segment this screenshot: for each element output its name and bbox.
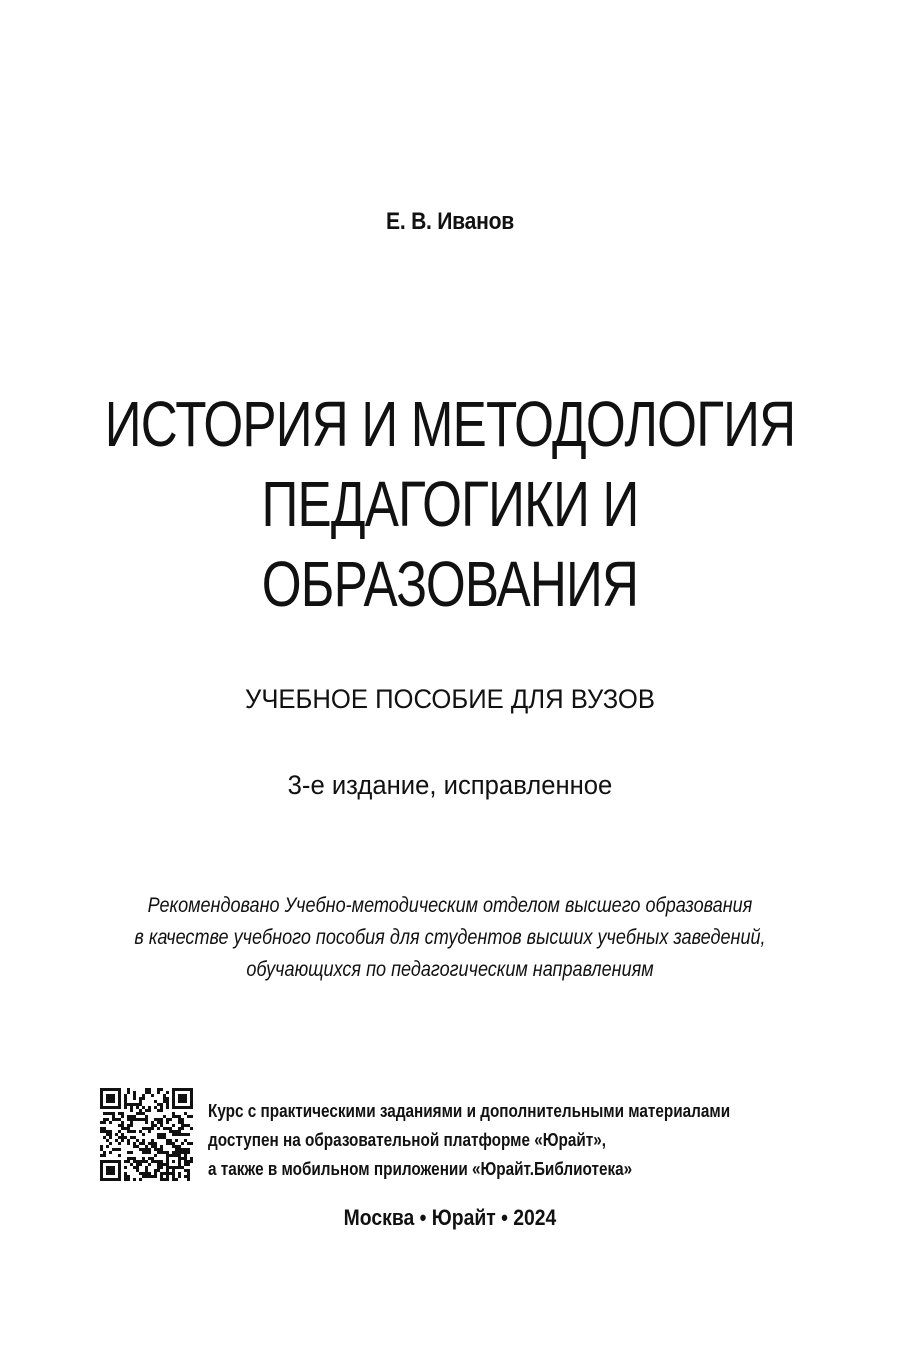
course-info-line-3: а также в мобильном приложении «Юрайт.Библиотека» — [208, 1159, 633, 1179]
qr-code-icon[interactable] — [100, 1088, 193, 1181]
course-info — [208, 1097, 848, 1184]
course-info-line-2: доступен на образовательной платформе «Юрайт», — [208, 1130, 607, 1150]
book-subtitle: УЧЕБНОЕ ПОСОБИЕ ДЛЯ ВУЗОВ — [245, 684, 655, 714]
publisher-imprint: Москва • Юрайт • 2024 — [343, 1205, 557, 1230]
recommendation-line-2: в качестве учебного пособия для студентов высших учебных заведений, — [134, 926, 766, 949]
book-title — [0, 384, 900, 624]
recommendation-note — [0, 890, 900, 986]
recommendation-line-3: обучающихся по педагогическим направлениям — [246, 958, 654, 981]
course-info-line-1: Курс с практическими заданиями и дополнительными материалами — [208, 1101, 731, 1121]
author-name: Е. В. Иванов — [386, 208, 514, 235]
edition-info: 3-е издание, исправленное — [287, 770, 613, 800]
book-title-line-1: ИСТОРИЯ И МЕТОДОЛОГИЯ — [104, 388, 796, 460]
book-title-line-2: ПЕДАГОГИКИ И ОБРАЗОВАНИЯ — [261, 468, 639, 620]
recommendation-line-1: Рекомендовано Учебно-методическим отделом высшего образования — [147, 894, 753, 917]
